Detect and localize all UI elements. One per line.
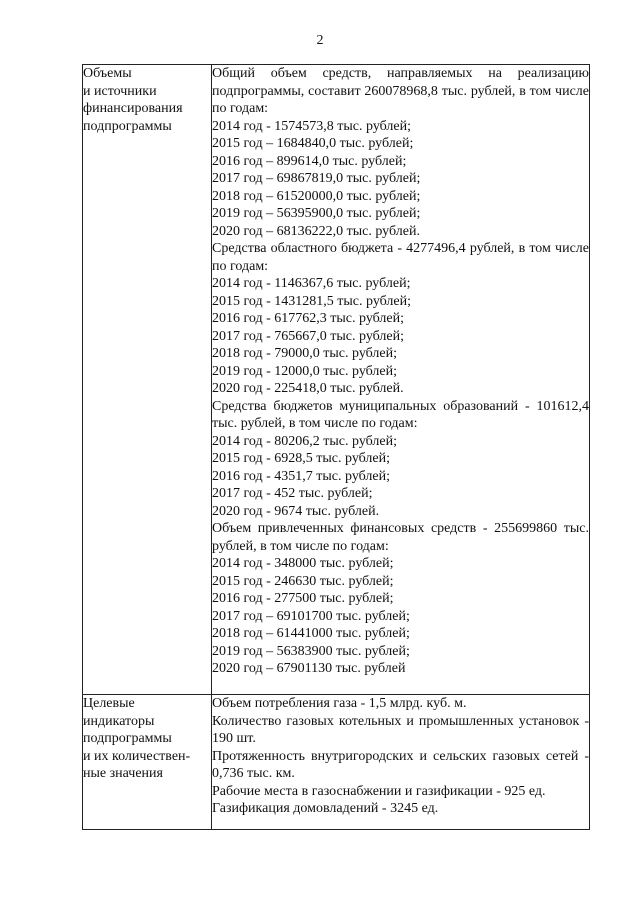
passport-table — [82, 64, 590, 830]
year-line: 2014 год - 1146367,6 тыс. рублей; — [212, 276, 411, 291]
year-line: 2018 год – 61441000 тыс. рублей; — [212, 626, 410, 641]
label-line: и источники — [83, 83, 157, 99]
block-intro: Объем привлеченных финансовых средств - 255699860 тыс. рублей, в том числе по годам: — [212, 521, 589, 554]
year-line: 2017 год – 69867819,0 тыс. рублей; — [212, 171, 421, 186]
year-line: 2020 год - 9674 тыс. рублей. — [212, 503, 380, 519]
year-line: 2014 год - 80206,2 тыс. рублей; — [212, 433, 398, 449]
label-line: подпрограммы — [83, 731, 172, 746]
year-line: 2017 год - 452 тыс. рублей; — [212, 486, 373, 501]
label-line: и их количествен- — [83, 748, 191, 764]
indicator-line: Газификация домовладений - 3245 ед. — [212, 801, 439, 816]
indicator-line: Количество газовых котельных и промышленных установок - 190 шт. — [212, 713, 589, 746]
year-line: 2015 год – 1684840,0 тыс. рублей; — [212, 136, 414, 151]
year-line: 2019 год – 56395900,0 тыс. рублей; — [212, 206, 421, 221]
row-label — [83, 695, 212, 830]
year-line: 2014 год - 1574573,8 тыс. рублей; — [212, 118, 412, 134]
page-number: 2 — [316, 33, 324, 48]
row-content-financing — [212, 65, 590, 695]
year-line: 2016 год - 4351,7 тыс. рублей; — [212, 468, 391, 484]
row-content-indicators — [212, 695, 590, 830]
year-line: 2017 год - 765667,0 тыс. рублей; — [212, 328, 405, 344]
year-line: 2018 год – 61520000,0 тыс. рублей; — [212, 188, 421, 204]
year-line: 2016 год – 899614,0 тыс. рублей; — [212, 153, 407, 169]
block-intro: Средства бюджетов муниципальных образований - 101612,4 тыс. рублей, в том числе по годам: — [212, 398, 589, 431]
label-line: Объемы — [83, 66, 132, 81]
year-line: 2020 год – 68136222,0 тыс. рублей. — [212, 223, 420, 239]
block-intro: Общий объем средств, направляемых на реализацию подпрограммы, составит 260078968,8 тыс. рублей, в том числе по годам: — [212, 66, 589, 116]
block-intro: Средства областного бюджета - 4277496,4 рублей, в том числе по годам: — [212, 241, 589, 274]
year-line: 2019 год – 56383900 тыс. рублей; — [212, 643, 410, 659]
year-line: 2015 год - 1431281,5 тыс. рублей; — [212, 293, 412, 309]
year-line: 2017 год – 69101700 тыс. рублей; — [212, 608, 410, 624]
indicator-line: Протяженность внутригородских и сельских газовых сетей - 0,736 тыс. км. — [212, 748, 589, 781]
year-line: 2020 год - 225418,0 тыс. рублей. — [212, 381, 404, 396]
label-line: ные значения — [83, 766, 163, 781]
year-line: 2019 год - 12000,0 тыс. рублей; — [212, 363, 398, 379]
label-line: подпрограммы — [83, 118, 172, 134]
year-line: 2014 год - 348000 тыс. рублей; — [212, 556, 394, 571]
year-line: 2015 год - 6928,5 тыс. рублей; — [212, 451, 391, 466]
label-line: Целевые — [83, 696, 135, 711]
year-line: 2020 год – 67901130 тыс. рублей — [212, 661, 406, 676]
year-line: 2015 год - 246630 тыс. рублей; — [212, 573, 394, 589]
year-line: 2016 год - 617762,3 тыс. рублей; — [212, 311, 405, 326]
table-row-financing — [83, 65, 590, 695]
year-line: 2016 год - 277500 тыс. рублей; — [212, 591, 394, 606]
indicator-line: Объем потребления газа - 1,5 млрд. куб. м. — [212, 696, 467, 711]
row-label — [83, 65, 212, 695]
indicator-line: Рабочие места в газоснабжении и газификации - 925 ед. — [212, 783, 546, 799]
year-line: 2018 год - 79000,0 тыс. рублей; — [212, 346, 398, 361]
label-line: индикаторы — [83, 713, 155, 729]
label-line: финансирования — [83, 101, 183, 116]
table-row-indicators — [83, 695, 590, 830]
